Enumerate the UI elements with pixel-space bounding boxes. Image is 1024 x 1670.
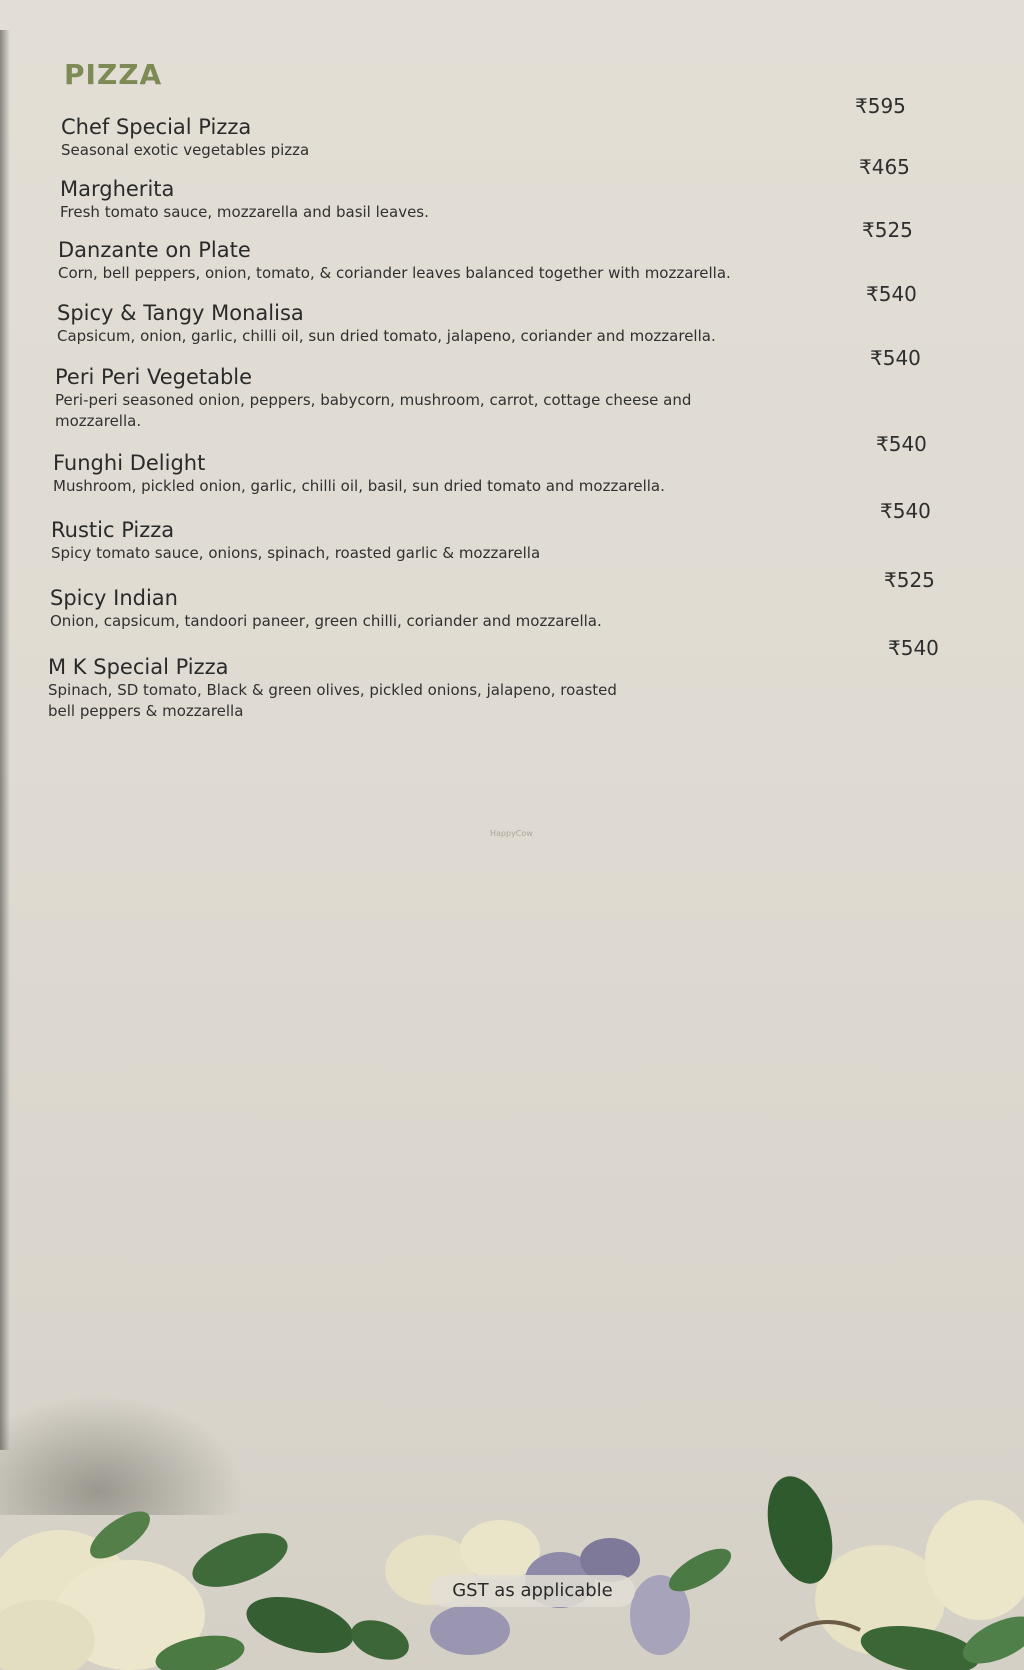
item-name: Danzante on Plate [58,238,251,262]
menu-item [50,585,950,632]
item-description: Corn, bell peppers, onion, tomato, & coriander leaves balanced together with mozzarella. [58,264,731,282]
menu-item [55,364,955,432]
menu-item [58,237,958,284]
watermark: HappyCow [490,829,533,838]
section-title: PIZZA [64,58,163,91]
item-name: Spicy & Tangy Monalisa [57,301,304,325]
item-price: ₹525 [862,218,913,242]
item-price: ₹540 [880,499,931,523]
item-price: ₹540 [870,346,921,370]
item-description: Spinach, SD tomato, Black & green olives, pickled onions, jalapeno, roasted bell peppers & mozzarella [48,681,617,720]
menu-item [48,654,948,722]
item-price: ₹540 [888,636,939,660]
item-description: Seasonal exotic vegetables pizza [61,141,310,159]
item-name: Peri Peri Vegetable [55,365,253,389]
item-description: Peri-peri seasoned onion, peppers, babycorn, mushroom, carrot, cottage cheese and mozzarella. [55,391,692,430]
menu-item [51,517,951,564]
item-description: Fresh tomato sauce, mozzarella and basil leaves. [60,203,429,221]
floral-border-illustration [0,1440,1024,1670]
item-price: ₹540 [866,282,917,306]
menu-item [53,450,953,497]
gst-note: GST as applicable [430,1575,635,1607]
menu-item [57,300,957,347]
item-name: Chef Special Pizza [61,115,252,139]
item-name: Funghi Delight [53,451,206,475]
item-name: Margherita [60,177,175,201]
item-name: Spicy Indian [50,586,178,610]
leaf-cluster-left [0,1503,360,1670]
item-name: Rustic Pizza [51,518,175,542]
leaf-cluster-right [757,1469,1024,1670]
item-name: M K Special Pizza [48,655,229,679]
item-price: ₹595 [855,94,906,118]
item-price: ₹540 [876,432,927,456]
menu-item [60,176,960,223]
item-description: Mushroom, pickled onion, garlic, chilli oil, basil, sun dried tomato and mozzarella. [53,477,665,495]
menu-list [0,0,1024,760]
item-description: Spicy tomato sauce, onions, spinach, roasted garlic & mozzarella [51,544,541,562]
item-description: Capsicum, onion, garlic, chilli oil, sun dried tomato, jalapeno, coriander and mozzarella. [57,327,716,345]
menu-item [61,114,961,161]
item-description: Onion, capsicum, tandoori paneer, green chilli, coriander and mozzarella. [50,612,602,630]
item-price: ₹525 [884,568,935,592]
item-price: ₹465 [859,155,910,179]
